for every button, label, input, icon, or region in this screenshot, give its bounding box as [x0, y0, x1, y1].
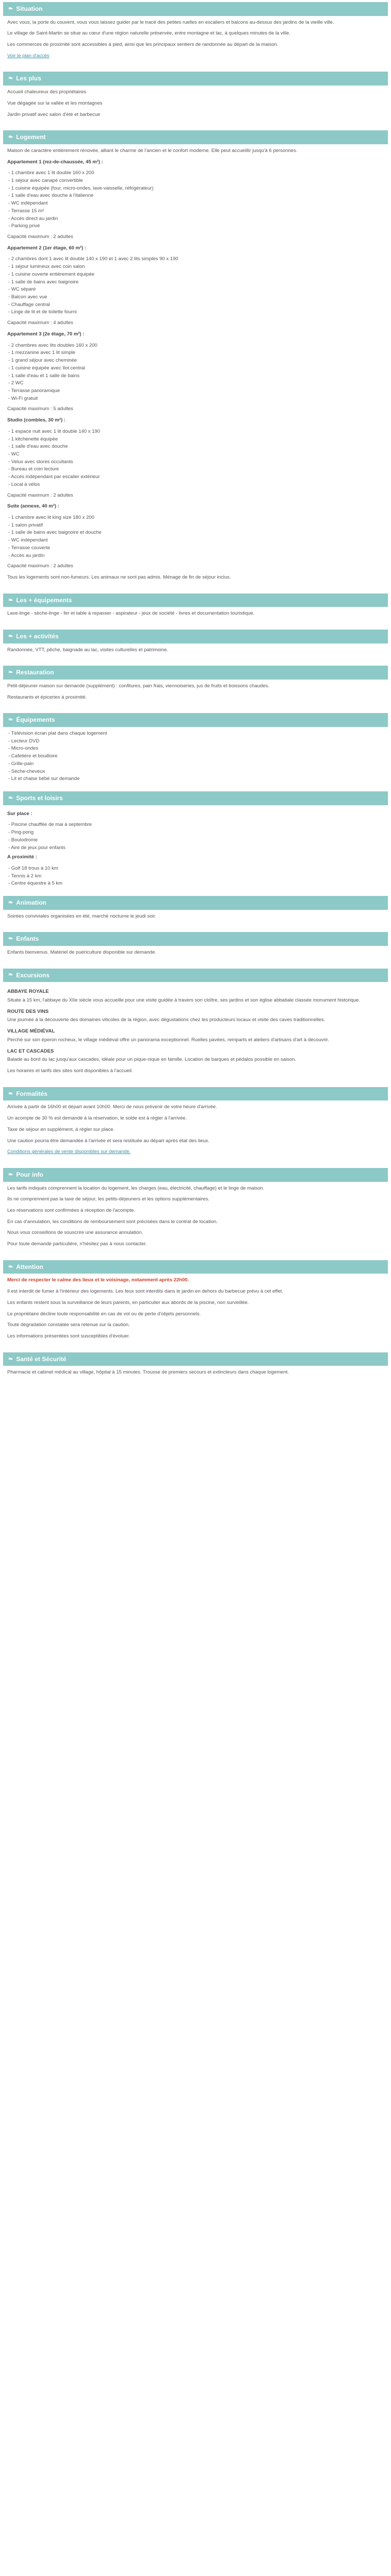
list-item: - WC séparé: [8, 286, 36, 293]
paragraph: Avec vous, la porte du couvent, vous vous laissez guider par le tracé des petites ruelles en escaliers et balcons au-dessus des jardins de la vieille ville.: [7, 19, 334, 25]
section-header-animation: [3, 896, 388, 910]
list-item: - Terrasse couverte: [8, 545, 51, 551]
list-item: - Centre équestre à 5 km: [8, 880, 63, 887]
list-item: - WC indépendant: [8, 200, 48, 207]
leaf-icon: ❧: [8, 597, 13, 603]
list-item: - Micro-ondes: [8, 745, 39, 752]
section-header-attention: [3, 1260, 388, 1274]
list-item: - 1 cuisine équipée (four, micro-ondes, lave-vaisselle, réfrigérateur): [8, 185, 154, 191]
section-title: Excursions: [16, 971, 50, 979]
list-item: - 1 salle d'eau avec douche: [8, 444, 68, 450]
section-content-plus: [3, 86, 388, 123]
list-item: - 1 salle d'eau et 1 salle de bains: [8, 372, 80, 379]
section-header-sante: [3, 1352, 388, 1366]
list: [7, 730, 384, 783]
list-item: - 1 salle d'eau avec douche à l'italienne: [8, 193, 94, 199]
excursion-text: Une journée à la découverte des domaines viticoles de la région, avec dégustations chez les producteurs locaux et visite des caves traditionnelles.: [7, 1017, 325, 1023]
section-header-situation: [3, 2, 388, 16]
leaf-icon: ❧: [8, 5, 13, 12]
list-item: - 1 kitchenette équipée: [8, 436, 58, 442]
list-item: - 1 salle de bains avec baignoire et douche: [8, 530, 102, 536]
section-title: Les + activités: [16, 633, 59, 640]
paragraph: Vue dégagée sur la vallée et les montagnes: [7, 100, 103, 106]
attention-paragraph: Il est interdit de fumer à l'intérieur des logements. Les feux sont interdits dans le jardin en dehors du barbecue prévu à cet effet.: [7, 1289, 284, 1295]
list-item: - Terrasse panoramique: [8, 387, 60, 394]
paragraph: Lave-linge - sèche-linge - fer et table à repasser - aspirateur - jeux de société - livres et documentation touristique.: [7, 611, 255, 617]
list-item: - 1 chambre avec 1 lit double 160 x 200: [8, 170, 94, 176]
unit-capacity: Capacité maximum : 5 adultes: [7, 406, 73, 412]
section-title: Attention: [16, 1263, 43, 1270]
paragraph: Arrivée à partir de 16h00 et départ avant 10h00. Merci de nous prévenir de votre heure d'arrivée.: [7, 1104, 217, 1110]
leaf-icon: ❧: [8, 717, 13, 723]
section-title: Les plus: [16, 75, 41, 82]
leaf-icon: ❧: [8, 972, 13, 978]
logement-intro: Maison de caractère entièrement rénovée, alliant le charme de l'ancien et le confort moderne. Elle peut accueillir jusqu'à 6 personnes.: [7, 147, 298, 154]
list-item: - 2 WC: [8, 380, 24, 386]
paragraph: Les tarifs indiqués comprennent la location du logement, les charges (eau, électricité, chauffage) et le linge de maison.: [7, 1185, 265, 1191]
list-item: - Bureau et coin lecture: [8, 466, 59, 472]
list-item: - Sèche-cheveux: [8, 768, 45, 774]
list-item: - Lit et chaise bébé sur demande: [8, 776, 80, 782]
section-title: Équipements: [16, 716, 55, 724]
paragraph: Ils ne comprennent pas la taxe de séjour, les petits-déjeuners et les options supplémentaires.: [7, 1196, 209, 1202]
attention-note: Les informations présentées sont susceptibles d'évoluer.: [7, 1333, 130, 1340]
excursion-text: Perché sur son éperon rocheux, le village médiéval offre un panorama exceptionnel. Ruelles pavées, remparts et ateliers d'artisans d'art à découvrir.: [7, 1037, 329, 1043]
section-header-enfants: [3, 932, 388, 946]
unit-heading: Appartement 2 (1er étage, 60 m²) :: [7, 245, 87, 251]
leaf-icon: ❧: [8, 75, 13, 82]
list-item: - 1 cuisine équipée avec îlot central: [8, 365, 85, 371]
excursion-heading: LAC ET CASCADES: [7, 1048, 54, 1054]
unit-capacity: Capacité maximum : 2 adultes: [7, 563, 73, 569]
sports-group-label: A proximité :: [7, 854, 37, 860]
list: [7, 428, 384, 489]
list-item: - Télévision écran plat dans chaque logement: [8, 731, 107, 736]
list-item: - 2 chambres avec lits doubles 160 x 200: [8, 342, 97, 348]
section-header-activites: [3, 630, 388, 643]
attention-paragraph: Toute dégradation constatée sera retenue sur la caution.: [7, 1322, 130, 1328]
list-item: - Accès indépendant par escalier extérieur: [8, 474, 100, 480]
section-title: Situation: [16, 5, 43, 12]
section-title: Logement: [16, 133, 46, 141]
section-content-sports: [3, 805, 388, 889]
paragraph: Les réservations sont confirmées à réception de l'acompte.: [7, 1208, 135, 1213]
paragraph: Le village de Saint-Martin se situe au cœur d'une région naturelle préservée, entre montagne et lac, à quelques minutes de la ville.: [7, 30, 290, 37]
paragraph: Restaurants et épiceries à proximité.: [7, 694, 87, 700]
excursion-note: Les horaires et tarifs des sites sont disponibles à l'accueil.: [7, 1068, 133, 1074]
list-item: - 1 cuisine ouverte entièrement équipée: [8, 271, 94, 277]
list-item: - WC indépendant: [8, 537, 48, 544]
section-content-plusinfo: [3, 1182, 388, 1253]
list-item: - Balcon avec vue: [8, 294, 47, 300]
paragraph: Les commerces de proximité sont accessibles à pied, ainsi que les principaux sentiers de randonnée au départ de la maison.: [7, 42, 279, 48]
list-item: - Terrasse 15 m²: [8, 208, 44, 214]
list-item: - 1 salon privatif: [8, 522, 43, 528]
paragraph: Taxe de séjour en supplément, à régler sur place.: [7, 1126, 115, 1132]
list-item: - Wi-Fi gratuit: [8, 395, 38, 401]
paragraph: Accueil chaleureux des propriétaires: [7, 89, 87, 95]
access-map-link[interactable]: Voir le plan d'accès: [7, 53, 50, 59]
section-title: Santé et Sécurité: [16, 1355, 67, 1363]
terms-link[interactable]: Conditions générales de vente disponibles sur demande.: [7, 1149, 131, 1155]
list-item: - Parking privé: [8, 223, 40, 229]
list-item: - Grille-pain: [8, 760, 34, 767]
leaf-icon: ❧: [8, 794, 13, 801]
page: [0, 2, 391, 1381]
list-item: - Cafetière et bouilloire: [8, 753, 58, 759]
section-content-enfants: [3, 946, 388, 961]
list-item: - 2 chambres dont 1 avec lit double 140 x 190 et 1 avec 2 lits simples 90 x 190: [8, 256, 178, 262]
list-item: - 1 séjour lumineux avec coin salon: [8, 264, 85, 270]
list: [7, 514, 384, 560]
section-content-attention: [3, 1274, 388, 1345]
excursion-text: Balade au bord du lac jusqu'aux cascades, idéale pour un pique-nique en famille. Location de barques et pédalos possible en saison.: [7, 1057, 297, 1063]
section-content-equipements2: [3, 727, 388, 784]
list: [7, 256, 384, 316]
sports-group-label: Sur place :: [7, 810, 32, 817]
section-title: Sports et loisirs: [16, 794, 63, 802]
list-item: - 1 chambre avec lit king size 180 x 200: [8, 515, 94, 520]
paragraph: Petit-déjeuner maison sur demande (supplément) : confitures, pain frais, viennoiseries, jus de fruits et boissons chaudes.: [7, 683, 269, 689]
section-header-excursions: [3, 969, 388, 982]
list-item: - Local à vélos: [8, 481, 40, 487]
section-header-logement: [3, 130, 388, 144]
paragraph: Enfants bienvenus. Matériel de puériculture disponible sur demande.: [7, 950, 156, 955]
list-item: - Accès au jardin: [8, 552, 45, 558]
section-content-restauration: [3, 680, 388, 706]
excursion-heading: ABBAYE ROYALE: [7, 989, 49, 995]
list-item: - Velux avec stores occultants: [8, 459, 73, 465]
unit-capacity: Capacité maximum : 2 adultes: [7, 492, 73, 498]
unit-heading: Suite (annexe, 40 m²) :: [7, 503, 59, 510]
section-header-restauration: [3, 666, 388, 680]
paragraph: Pour toute demande particulière, n'hésitez pas à nous contacter.: [7, 1241, 147, 1247]
list-item: - 1 séjour avec canapé convertible: [8, 177, 83, 183]
unit-capacity: Capacité maximum : 4 adultes: [7, 320, 73, 326]
list-item: - 1 espace nuit avec 1 lit double 140 x 190: [8, 428, 100, 434]
attention-paragraph: Les enfants restent sous la surveillance de leurs parents, en particulier aux abords de la piscine, non surveillée.: [7, 1299, 249, 1306]
list: [7, 342, 384, 403]
leaf-icon: ❧: [8, 936, 13, 942]
list-item: - WC: [8, 451, 20, 457]
section-title: Les + équipements: [16, 596, 72, 604]
excursion-text: Située à 15 km, l'abbaye du XIIe siècle vous accueille pour une visite guidée à travers son cloître, ses jardins et son église abbatiale classée monument historique.: [7, 997, 361, 1004]
list-item: - Tennis à 2 km: [8, 873, 42, 879]
section-content-activites: [3, 643, 388, 659]
section-content-sante: [3, 1366, 388, 1381]
leaf-icon: ❧: [8, 899, 13, 906]
section-title: Formalités: [16, 1090, 47, 1097]
leaf-icon: ❧: [8, 1090, 13, 1097]
list-item: - Golf 18 trous à 10 km: [8, 865, 58, 871]
unit-capacity: Capacité maximum : 2 adultes: [7, 234, 73, 240]
section-content-equipements: [3, 607, 388, 622]
paragraph: Un acompte de 30 % est demandé à la réservation, le solde est à régler à l'arrivée.: [7, 1115, 187, 1122]
leaf-icon: ❧: [8, 1171, 13, 1178]
list: [7, 170, 384, 230]
list-item: - 1 grand séjour avec cheminée: [8, 358, 77, 364]
section-content-animation: [3, 910, 388, 925]
section-content-logement: [3, 144, 388, 586]
section-content-excursions: [3, 982, 388, 1079]
list-item: - Lecteur DVD: [8, 738, 40, 744]
list-item: - Linge de lit et de toilette fourni: [8, 309, 77, 315]
section-content-formalites: [3, 1100, 388, 1161]
section-header-sports: [3, 791, 388, 805]
leaf-icon: ❧: [8, 1263, 13, 1270]
section-title: Animation: [16, 899, 46, 907]
unit-heading: Studio (combles, 30 m²) :: [7, 417, 66, 423]
list-item: - Chauffage central: [8, 301, 50, 308]
leaf-icon: ❧: [8, 633, 13, 639]
attention-paragraph: Le propriétaire décline toute responsabilité en cas de vol ou de perte d'objets personnels.: [7, 1311, 201, 1317]
section-header-equipements: [3, 594, 388, 607]
excursion-heading: ROUTE DES VINS: [7, 1008, 49, 1014]
attention-paragraph: Merci de respecter le calme des lieux et le voisinage, notamment après 22h00.: [7, 1277, 189, 1283]
list: [7, 821, 384, 852]
paragraph: Une caution pourra être demandée à l'arrivée et sera restituée au départ après état des lieux.: [7, 1138, 210, 1144]
paragraph: Randonnée, VTT, pêche, baignade au lac, visites culturelles et patrimoine.: [7, 647, 169, 653]
leaf-icon: ❧: [8, 1355, 13, 1362]
leaf-icon: ❧: [8, 669, 13, 676]
section-header-equipements2: [3, 713, 388, 727]
logement-outro: Tous les logements sont non-fumeurs. Les animaux ne sont pas admis. Ménage de fin de séjour inclus.: [7, 574, 231, 581]
paragraph: Nous vous conseillons de souscrire une assurance annulation.: [7, 1230, 143, 1236]
section-title: Restauration: [16, 669, 54, 676]
excursion-heading: VILLAGE MÉDIÉVAL: [7, 1028, 55, 1035]
unit-heading: Appartement 3 (2e étage, 70 m²) :: [7, 331, 85, 337]
list-item: - 1 salle de bains avec baignoire: [8, 279, 79, 285]
list-item: - 1 mezzanine avec 1 lit simple: [8, 350, 75, 356]
list-item: - Piscine chauffée de mai à septembre: [8, 822, 92, 828]
paragraph: Jardin privatif avec salon d'été et barbecue: [7, 111, 101, 117]
list-item: - Accès direct au jardin: [8, 215, 58, 222]
section-header-formalites: [3, 1087, 388, 1101]
section-content-situation: [3, 16, 388, 65]
paragraph: Soirées conviviales organisées en été, marché nocturne le jeudi soir.: [7, 913, 156, 919]
list: [7, 865, 384, 888]
paragraph: En cas d'annulation, les conditions de remboursement sont précisées dans le contrat de location.: [7, 1218, 218, 1225]
section-title: Pour info: [16, 1171, 43, 1178]
list-item: - Boulodrome: [8, 837, 38, 843]
leaf-icon: ❧: [8, 133, 13, 140]
section-title: Enfants: [16, 935, 39, 943]
section-header-plusinfo: [3, 1168, 388, 1182]
list-item: - Ping-pong: [8, 829, 34, 836]
section-header-plus: [3, 72, 388, 86]
paragraph: Pharmacie et cabinet médical au village, hôpital à 15 minutes. Trousse de premiers secours et extincteurs dans chaque logement.: [7, 1369, 289, 1376]
unit-heading: Appartement 1 (rez-de-chaussée, 45 m²) :: [7, 159, 103, 165]
list-item: - Aire de jeux pour enfants: [8, 844, 66, 851]
